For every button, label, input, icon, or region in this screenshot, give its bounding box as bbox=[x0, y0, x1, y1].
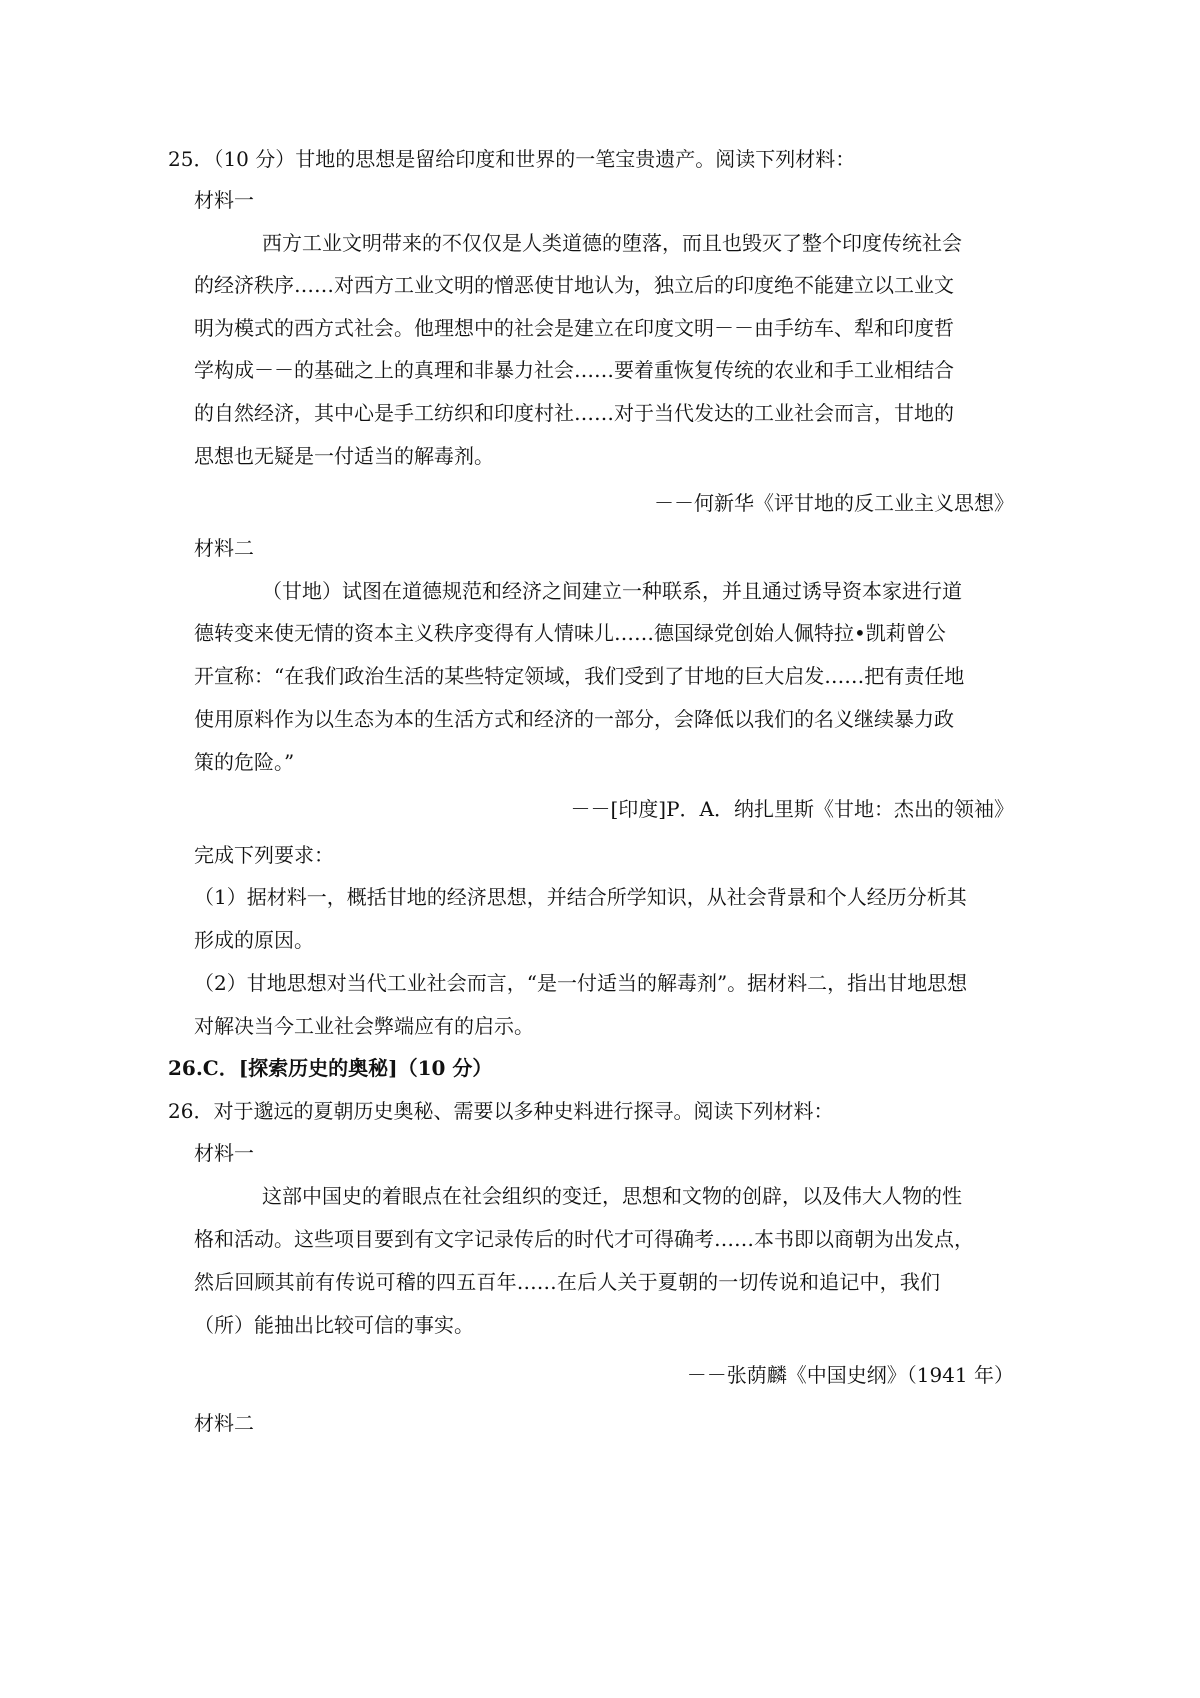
q26-m1-line-3: 然后回顾其前有传说可稽的四五百年……在后人关于夏朝的一切传说和追记中，我们 bbox=[194, 1270, 940, 1294]
q26-material1-label: 材料一 bbox=[194, 1141, 254, 1165]
q25-task-1: （1）据材料一，概括甘地的经济思想，并结合所学知识，从社会背景和个人经历分析其 bbox=[194, 885, 967, 909]
q25-stem: 25．（10 分）甘地的思想是留给印度和世界的一笔宝贵遗产。阅读下列材料： bbox=[168, 147, 856, 171]
q25-m1-line-4: 学构成－－的基础之上的真理和非暴力社会……要着重恢复传统的农业和手工业相结合 bbox=[194, 358, 954, 382]
q25-m1-line-5: 的自然经济，其中心是手工纺织和印度村社……对于当代发达的工业社会而言，甘地的 bbox=[194, 401, 954, 425]
q25-m1-line-1: 西方工业文明带来的不仅仅是人类道德的堕落，而且也毁灭了整个印度传统社会 bbox=[262, 231, 962, 255]
q25-requirements: 完成下列要求： bbox=[194, 843, 334, 867]
q25-m1-source: －－何新华《评甘地的反工业主义思想》 bbox=[654, 491, 1014, 515]
q25-m2-line-1: （甘地）试图在道德规范和经济之间建立一种联系，并且通过诱导资本家进行道 bbox=[262, 579, 962, 603]
q26-m1-line-4: （所）能抽出比较可信的事实。 bbox=[194, 1313, 474, 1337]
q25-m1-line-6: 思想也无疑是一付适当的解毒剂。 bbox=[194, 444, 494, 468]
q26-m1-line-1: 这部中国史的着眼点在社会组织的变迁，思想和文物的创辟，以及伟大人物的性 bbox=[262, 1184, 962, 1208]
q25-task-2-cont: 对解决当今工业社会弊端应有的启示。 bbox=[194, 1014, 534, 1038]
q26-m1-source: －－张荫麟《中国史纲》（1941 年） bbox=[686, 1363, 1014, 1387]
q26-m1-line-2: 格和活动。这些项目要到有文字记录传后的时代才可得确考……本书即以商朝为出发点， bbox=[194, 1227, 974, 1251]
q25-m2-line-2: 德转变来使无情的资本主义秩序变得有人情味儿……德国绿党创始人佩特拉•凯莉曾公 bbox=[194, 621, 946, 645]
q25-m2-line-3: 开宣称：“在我们政治生活的某些特定领域，我们受到了甘地的巨大启发……把有责任地 bbox=[194, 664, 965, 688]
q25-task-1-cont: 形成的原因。 bbox=[194, 928, 314, 952]
q26-stem: 26．对于邈远的夏朝历史奥秘、需要以多种史料进行探寻。阅读下列材料： bbox=[168, 1099, 834, 1123]
q26-section-header: 26.C．[探索历史的奥秘]（10 分） bbox=[168, 1056, 493, 1080]
q25-m2-line-4: 使用原料作为以生态为本的生活方式和经济的一部分，会降低以我们的名义继续暴力政 bbox=[194, 707, 954, 731]
q25-m1-line-2: 的经济秩序……对西方工业文明的憎恶使甘地认为，独立后的印度绝不能建立以工业文 bbox=[194, 273, 954, 297]
q25-m1-line-3: 明为模式的西方式社会。他理想中的社会是建立在印度文明－－由手纺车、犁和印度哲 bbox=[194, 316, 954, 340]
q26-material2-label: 材料二 bbox=[194, 1411, 254, 1435]
q25-m2-line-5: 策的危险。” bbox=[194, 750, 295, 774]
q25-task-2: （2）甘地思想对当代工业社会而言，“是一付适当的解毒剂”。据材料二，指出甘地思想 bbox=[194, 971, 968, 995]
q25-material2-label: 材料二 bbox=[194, 536, 254, 560]
q25-m2-source: －－[印度]P．A．纳扎里斯《甘地：杰出的领袖》 bbox=[570, 797, 1014, 821]
q25-material1-label: 材料一 bbox=[194, 188, 254, 212]
